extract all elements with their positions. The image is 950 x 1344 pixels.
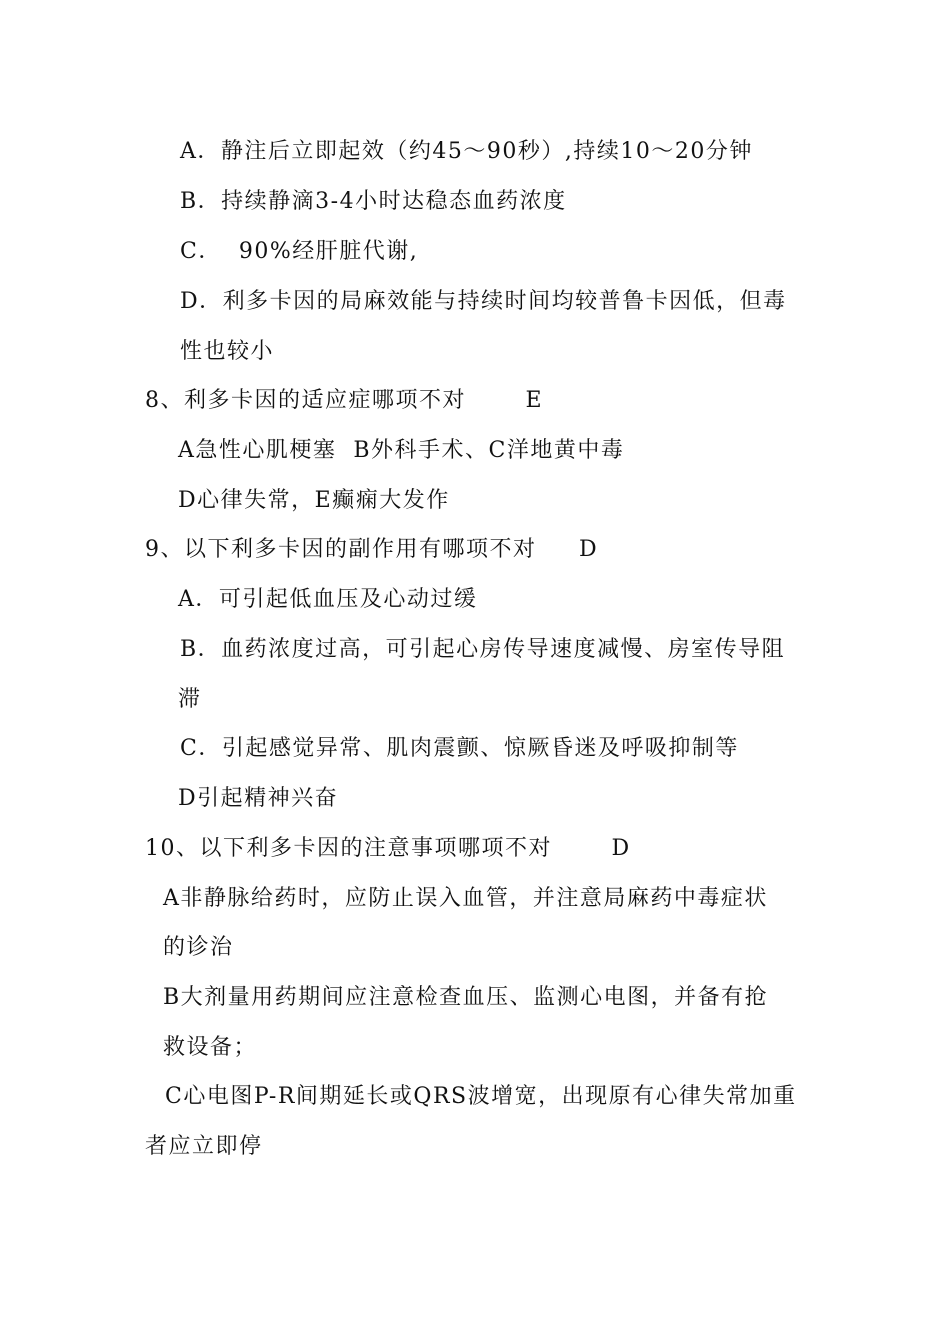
question-9: 9、以下利多卡因的副作用有哪项不对 D — [145, 537, 599, 562]
q10-option-a: A非静脉给药时，应防止误入血管，并注意局麻药中毒症状 — [163, 886, 768, 911]
question-8: 8、利多卡因的适应症哪项不对 E — [145, 388, 544, 413]
q10-option-b-continued: 救设备； — [163, 1035, 258, 1060]
q8-options-line-1: A急性心肌梗塞 B外科手术、C洋地黄中毒 — [178, 438, 625, 463]
q9-option-b-continued: 滞 — [178, 687, 202, 712]
q7-option-d: D．利多卡因的局麻效能与持续时间均较普鲁卡因低，但毒 — [180, 289, 787, 314]
q7-option-b: B．持续静滴3-4小时达稳态血药浓度 — [180, 189, 567, 214]
q7-option-a: A．静注后立即起效（约45～90秒）,持续10～20分钟 — [180, 139, 753, 164]
q10-option-c-continued: 者应立即停 — [145, 1134, 263, 1159]
q9-option-b: B．血药浓度过高，可引起心房传导速度减慢、房室传导阻 — [180, 637, 786, 662]
q10-option-b: B大剂量用药期间应注意检查血压、监测心电图，并备有抢 — [163, 985, 769, 1010]
q7-option-d-continued: 性也较小 — [180, 339, 275, 364]
q10-option-c: C心电图P-R间期延长或QRS波增宽，出现原有心律失常加重 — [165, 1084, 797, 1109]
question-10: 10、以下利多卡因的注意事项哪项不对 D — [145, 836, 631, 861]
q9-option-a: A．可引起低血压及心动过缓 — [178, 587, 478, 612]
q8-options-line-2: D心律失常，E癫痫大发作 — [178, 488, 450, 513]
q7-option-c: C． 90%经肝脏代谢, — [180, 239, 419, 264]
q10-option-a-continued: 的诊治 — [163, 935, 234, 960]
q9-option-d: D引起精神兴奋 — [178, 786, 339, 811]
q9-option-c: C．引起感觉异常、肌肉震颤、惊厥昏迷及呼吸抑制等 — [180, 736, 739, 761]
